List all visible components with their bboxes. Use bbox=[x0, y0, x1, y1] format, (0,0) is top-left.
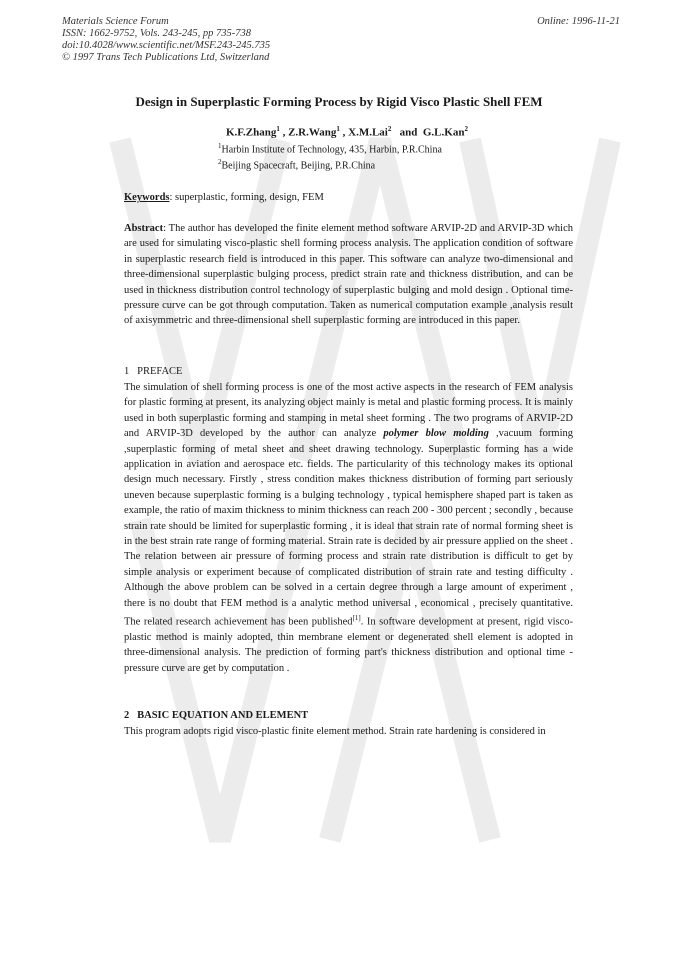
affiliation-text: Harbin Institute of Technology, 435, Harbin, P.R.China bbox=[221, 144, 442, 156]
affiliation-2 bbox=[218, 158, 375, 171]
author-name: G.L.Kan bbox=[422, 126, 465, 139]
author-affiliation-mark: 1 bbox=[276, 125, 280, 133]
section-1-heading: 1 PREFACE bbox=[124, 366, 183, 377]
section-2-heading: 2 BASIC EQUATION AND ELEMENT bbox=[124, 710, 309, 721]
doi-line[interactable]: doi:10.4028/www.scientific.net/MSF.243-245.735 bbox=[62, 40, 271, 51]
abstract-label: Abstract bbox=[124, 223, 164, 234]
keywords bbox=[124, 192, 324, 203]
emphasis-text: polymer blow molding bbox=[383, 428, 489, 440]
body-text: The simulation of shell forming process is one of the most active aspects in the research of FEM analysis for plastic forming at present, its analyzing object mainly is metal and plastic forming process. It is mainly used in both superplastic forming and stamping in metal sheet forming . The two programs of ARVIP-2D and ARVIP-3D developed by the author can analyze bbox=[124, 382, 573, 440]
author-separator: , bbox=[339, 126, 349, 139]
journal-name: Materials Science Forum bbox=[62, 16, 169, 27]
author-list bbox=[226, 125, 468, 139]
author-name: K.F.Zhang bbox=[226, 126, 277, 139]
abstract bbox=[124, 221, 573, 329]
author-separator: , bbox=[279, 126, 289, 139]
issn-line: ISSN: 1662-9752, Vols. 243-245, pp 735-738 bbox=[62, 28, 251, 39]
keywords-text: : superplastic, forming, design, FEM bbox=[169, 192, 324, 203]
copyright-line: © 1997 Trans Tech Publications Ltd, Switzerland bbox=[62, 52, 270, 63]
body-text: . In software development at present, rigid visco-plastic method is mainly adopted, thin membrane element or degenerated shell element is adopted in three-dimensional analysis. The prediction of forming part's thickness distribution and optional time - pressure curve are get by computation . bbox=[124, 616, 573, 674]
online-date: Online: 1996-11-21 bbox=[537, 16, 620, 27]
author-separator: and bbox=[391, 126, 421, 139]
author-name: Z.R.Wang bbox=[288, 126, 337, 139]
section-2-body: This program adopts rigid visco-plastic finite element method. Strain rate hardening is considered in bbox=[124, 726, 546, 737]
citation-header bbox=[62, 16, 270, 64]
author-name: X.M.Lai bbox=[348, 126, 388, 139]
author-affiliation-mark: 1 bbox=[336, 125, 340, 133]
affiliation-number: 1 bbox=[218, 142, 222, 150]
body-text: ,vacuum forming ,superplastic forming of metal sheet and sheet drawing technology. Superplastic forming has a wide application in aviation and aerospace etc. fields. The particularity of this technology makes its optional design much necessary. Firstly , stress condition makes thickness distribution of forming part seriously uneven because superplastic forming is a bulging technology , typical hemisphere shaped part is taken as example, the ratio of maxim thickness to minim thickness can reach 200 - 300 percent ; secondly , because strain rate should be limited for superplastic forming , it is ideal that strain rate of normal forming sheet is in the best strain rate range of forming material. Strain rate is decided by air pressure applied on the sheet . The relation between air pressure of forming process and strain rate distribution is difficult to get by simple analysis or experiment because of complicated distribution of strain rate and testing difficulty . Although the above problem can be solved in a certain degree through a large amount of experiment , there is no doubt that FEM method is a analytic method universal , economical , precisely quantitative. The related research achievement has been published bbox=[124, 428, 573, 628]
author-affiliation-mark: 2 bbox=[387, 125, 392, 133]
section-1-body bbox=[124, 380, 573, 676]
abstract-text: : The author has developed the finite element method software ARVIP-2D and ARVIP-3D which are used for simulating visco-plastic shell forming process analysis. The application condition of software in superplastic research field is introduced in this paper. This software can analyze two-dimensional and three-dimensional superplastic bulging process, predict strain rate and thickness distribution, and can be used in thickness distribution control technology of superplastic bulging and mold design . Optional time-pressure curve can be got through computation. Taken as numerical computation example ,analysis result of axisymmetric and three-dimensional shell superplastic forming are introduced in this paper. bbox=[124, 223, 573, 327]
keywords-label: Keywords bbox=[124, 192, 170, 203]
paper-title: Design in Superplastic Forming Process by Rigid Visco Plastic Shell FEM bbox=[135, 94, 543, 109]
citation-ref[interactable]: [1] bbox=[352, 614, 361, 623]
affiliation-text: Beijing Spacecraft, Beijing, P.R.China bbox=[221, 160, 376, 172]
author-affiliation-mark: 2 bbox=[464, 125, 468, 133]
affiliation-1 bbox=[218, 142, 442, 155]
affiliation-number: 2 bbox=[218, 158, 222, 166]
